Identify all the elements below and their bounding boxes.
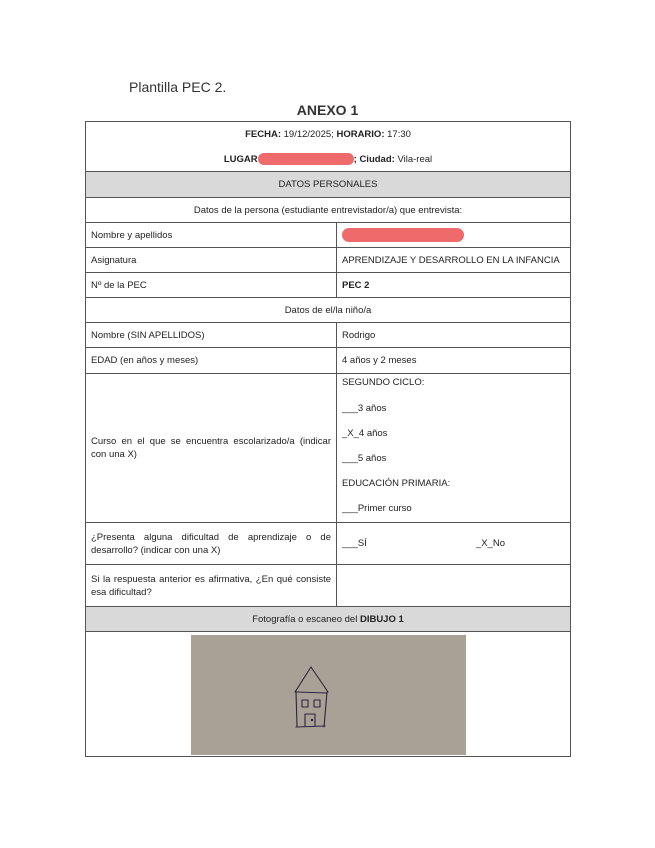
- template-title: Plantilla PEC 2.: [129, 79, 227, 95]
- date-place-row: [86, 122, 571, 172]
- nombre-nino-label: Nombre (SIN APELLIDOS): [86, 323, 337, 348]
- ciudad-value: Vila-real: [394, 153, 433, 165]
- date-place-cell: [86, 122, 571, 172]
- table-row: [86, 223, 571, 248]
- dificultad-option-no: _X_No: [475, 538, 505, 549]
- ciudad-label: ; Ciudad:: [353, 153, 395, 165]
- dificultad-options: [337, 523, 571, 565]
- curso-option-4-anos: _X_4 años: [342, 427, 388, 439]
- table-row: [86, 273, 571, 298]
- section-datos-personales: DATOS PERSONALES: [86, 172, 571, 198]
- asignatura-value: APRENDIZAJE Y DESARROLLO EN LA INFANCIA: [337, 248, 571, 273]
- foto-label-bold: DIBUJO 1: [359, 613, 404, 625]
- curso-option-segundo-ciclo: SEGUNDO CICLO:: [342, 376, 425, 388]
- nombre-nino-value: Rodrigo: [337, 323, 571, 348]
- foto-label-prefix: Fotografía o escaneo del: [252, 613, 360, 625]
- redacted-name: [342, 228, 464, 242]
- fecha-label: FECHA:: [245, 128, 281, 140]
- house-drawing: [191, 635, 466, 755]
- consiste-value: [337, 565, 571, 607]
- dificultad-label: ¿Presenta alguna dificultad de aprendizaje o de desarrollo? (indicar con una X): [86, 523, 337, 565]
- fecha-value: 19/12/2025;: [280, 128, 337, 140]
- consiste-label: Si la respuesta anterior es afirmativa, ¿En qué consiste esa dificultad?: [86, 565, 337, 607]
- table-row: [86, 348, 571, 374]
- lugar-label: LUGAR: [223, 153, 258, 165]
- place-line: [91, 153, 565, 166]
- curso-label: Curso en el que se encuentra escolarizado/a (indicar con una X): [86, 374, 337, 523]
- curso-option-3-anos: ___3 años: [342, 402, 387, 414]
- dificultad-option-si: ___SÍ: [342, 538, 367, 549]
- redacted-place: [258, 153, 354, 165]
- annex-title: ANEXO 1: [296, 102, 359, 118]
- edad-value: 4 años y 2 meses: [337, 348, 571, 374]
- pec-label: Nº de la PEC: [86, 273, 337, 298]
- curso-option-5-anos: ___5 años: [342, 452, 387, 464]
- table-row: [86, 523, 571, 565]
- pec-value: PEC 2: [337, 273, 571, 298]
- table-row: [86, 565, 571, 607]
- horario-label: HORARIO:: [336, 128, 385, 140]
- table-row: [86, 374, 571, 523]
- horario-value: 17:30: [384, 128, 411, 140]
- curso-options: [337, 374, 571, 523]
- interview-form-table: [85, 121, 571, 757]
- curso-option-primaria: EDUCACIÓN PRIMARIA:: [342, 477, 451, 489]
- date-time-line: [91, 128, 565, 141]
- table-row: [86, 323, 571, 348]
- nombre-apellidos-value: [337, 223, 571, 248]
- asignatura-label: Asignatura: [86, 248, 337, 273]
- table-row: [86, 248, 571, 273]
- section-foto: [86, 607, 571, 632]
- drawing-cell: [86, 632, 571, 757]
- nombre-apellidos-label: Nombre y apellidos: [86, 223, 337, 248]
- edad-label: EDAD (en años y meses): [86, 348, 337, 374]
- section-datos-persona: Datos de la persona (estudiante entrevistador/a) que entrevista:: [86, 198, 571, 223]
- drawing-photo: [191, 635, 466, 755]
- section-datos-nino: Datos de el/la niño/a: [86, 298, 571, 323]
- curso-option-primer-curso: ___Primer curso: [342, 502, 412, 514]
